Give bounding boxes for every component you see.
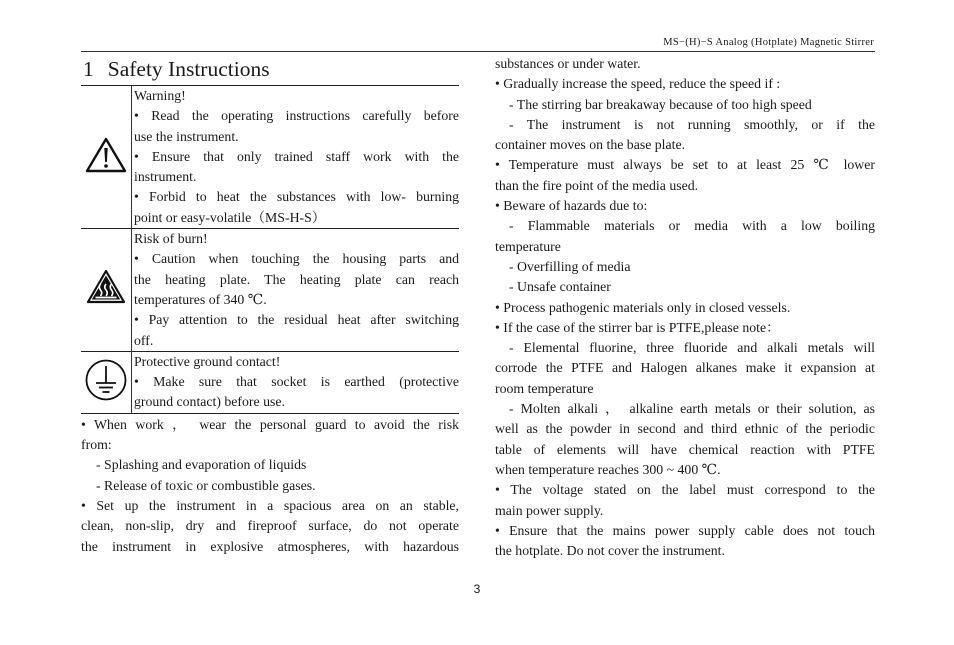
ground-heading: Protective ground contact! <box>134 353 281 369</box>
body-line: table of elements will have chemical reaction with PTFE <box>495 441 875 457</box>
body-line: - Molten alkali ， alkaline earth metals or their solution, as <box>509 401 875 417</box>
body-line: - Elemental fluorine, three fluoride and alkali metals will <box>509 340 875 356</box>
burn-icon-cell <box>81 229 132 352</box>
protective-earth-icon <box>84 358 128 402</box>
warning-line: instrument. <box>134 169 197 185</box>
body-line: temperature <box>495 238 561 254</box>
body-line: - The stirring bar breakaway because of too high speed <box>509 96 812 112</box>
body-line: from: <box>81 437 112 453</box>
body-line: clean, non-slip, dry and fireproof surface, do not operate <box>81 518 459 534</box>
burn-line: off. <box>134 332 154 348</box>
warning-text-cell <box>132 86 460 229</box>
warning-line: • Forbid to heat the substances with low- burning <box>134 189 459 205</box>
burn-heading: Risk of burn! <box>134 231 208 247</box>
body-line: • Beware of hazards due to: <box>495 198 648 214</box>
burn-line: • Pay attention to the residual heat after switching <box>134 312 459 328</box>
ground-line: ground contact) before use. <box>134 394 285 410</box>
body-line: when temperature reaches 300 ~ 400 ℃. <box>495 461 721 477</box>
body-line: the instrument in explosive atmospheres, with hazardous <box>81 538 459 554</box>
warning-line: • Read the operating instructions carefully before <box>134 108 459 124</box>
ground-contact-row <box>81 351 459 413</box>
warning-heading: Warning! <box>134 88 186 103</box>
burn-text-cell <box>132 229 460 352</box>
body-line: • Gradually increase the speed, reduce the speed if : <box>495 76 781 92</box>
body-line: • When work ， wear the personal guard to avoid the risk <box>81 416 459 432</box>
hot-surface-icon <box>86 269 126 305</box>
left-column <box>81 54 459 557</box>
section-number: 1 <box>83 57 94 81</box>
body-line: - The instrument is not running smoothly, or if the <box>509 116 875 132</box>
safety-symbol-table <box>81 85 459 414</box>
body-line: • If the case of the stirrer bar is PTFE,please note： <box>495 319 780 335</box>
burn-risk-row <box>81 229 459 352</box>
ground-text-cell <box>132 351 460 413</box>
body-line: - Splashing and evaporation of liquids <box>96 457 307 473</box>
body-line: room temperature <box>495 380 594 396</box>
page-number: 3 <box>473 582 481 596</box>
body-line: container moves on the base plate. <box>495 137 686 153</box>
warning-icon-cell <box>81 86 132 229</box>
body-line: substances or under water. <box>495 56 641 71</box>
ground-icon-cell <box>81 351 132 413</box>
body-line: - Overfilling of media <box>509 258 631 274</box>
body-line: the hotplate. Do not cover the instrument. <box>495 543 725 559</box>
burn-line: • Caution when touching the housing parts and <box>134 251 459 267</box>
warning-line: • Ensure that only trained staff work with the <box>134 148 459 164</box>
body-line: - Release of toxic or combustible gases. <box>96 477 316 493</box>
body-line: - Flammable materials or media with a low boiling <box>509 218 875 234</box>
body-line: - Unsafe container <box>509 279 611 295</box>
body-line: • Process pathogenic materials only in closed vessels. <box>495 299 791 315</box>
left-body-text <box>81 415 459 557</box>
warning-line: point or easy-volatile（MS-H-S） <box>134 209 326 225</box>
body-line: than the fire point of the media used. <box>495 177 699 193</box>
body-line: • Temperature must always be set to at least 25 ℃ lower <box>495 157 875 173</box>
body-line: main power supply. <box>495 502 604 518</box>
right-column <box>495 54 875 561</box>
body-line: corrode the PTFE and Halogen alkanes make it expansion at <box>495 360 875 376</box>
body-line: • The voltage stated on the label must correspond to the <box>495 482 875 498</box>
burn-line: the heating plate. The heating plate can reach <box>134 271 459 287</box>
section-title <box>81 54 459 85</box>
running-header: MS−(H)−S Analog (Hotplate) Magnetic Stirrer <box>663 37 874 48</box>
burn-line: temperatures of 340 ℃. <box>134 291 267 307</box>
warning-line: use the instrument. <box>134 128 239 144</box>
warning-triangle-icon <box>84 136 128 174</box>
body-line: well as the powder in second and third ethnic of the periodic <box>495 421 875 437</box>
section-title-text: Safety Instructions <box>107 57 270 81</box>
body-line: • Ensure that the mains power supply cable does not touch <box>495 522 875 538</box>
header-rule <box>81 51 875 52</box>
warning-row <box>81 86 459 229</box>
ground-line: • Make sure that socket is earthed (protective <box>134 374 459 390</box>
body-line: • Set up the instrument in a spacious area on an stable, <box>81 497 459 513</box>
